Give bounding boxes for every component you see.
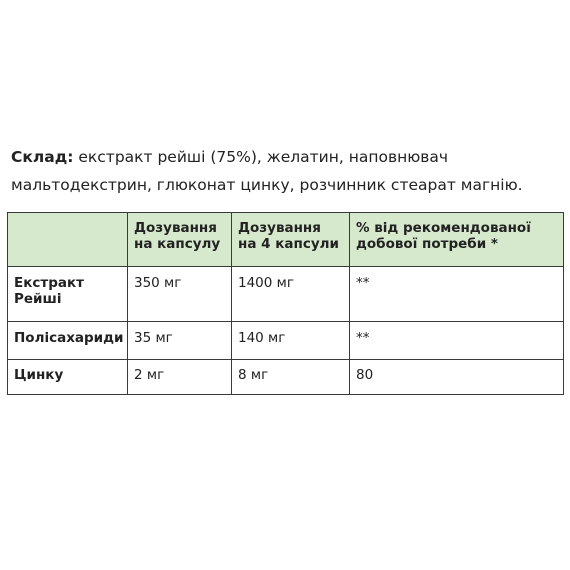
row-daily-value: 80 — [350, 360, 564, 395]
composition-label: Склад: — [11, 148, 74, 166]
row-name: Екстракт Рейші — [8, 267, 128, 322]
header-cell-daily-value: % від рекомендованої добової потреби * — [350, 213, 564, 267]
nutrition-table — [7, 212, 564, 395]
row-dose-4-capsules: 8 мг — [232, 360, 350, 395]
header-cell-empty — [8, 213, 128, 267]
table-row — [8, 360, 564, 395]
table-row — [8, 322, 564, 360]
row-daily-value: ** — [350, 267, 564, 322]
row-dose-capsule: 35 мг — [128, 322, 232, 360]
row-dose-capsule: 2 мг — [128, 360, 232, 395]
row-dose-capsule: 350 мг — [128, 267, 232, 322]
row-name: Цинку — [8, 360, 128, 395]
composition-text — [11, 143, 561, 199]
composition-ingredients: екстракт рейші (75%), желатин, наповнювач мальтодекстрин, глюконат цинку, розчинник стеарат магнію. — [11, 148, 523, 194]
header-cell-dose-per-4-capsules: Дозування на 4 капсули — [232, 213, 350, 267]
table-header-row — [8, 213, 564, 267]
header-cell-dose-per-capsule: Дозування на капсулу — [128, 213, 232, 267]
table-row — [8, 267, 564, 322]
row-dose-4-capsules: 140 мг — [232, 322, 350, 360]
row-name: Полісахариди — [8, 322, 128, 360]
row-daily-value: ** — [350, 322, 564, 360]
row-dose-4-capsules: 1400 мг — [232, 267, 350, 322]
